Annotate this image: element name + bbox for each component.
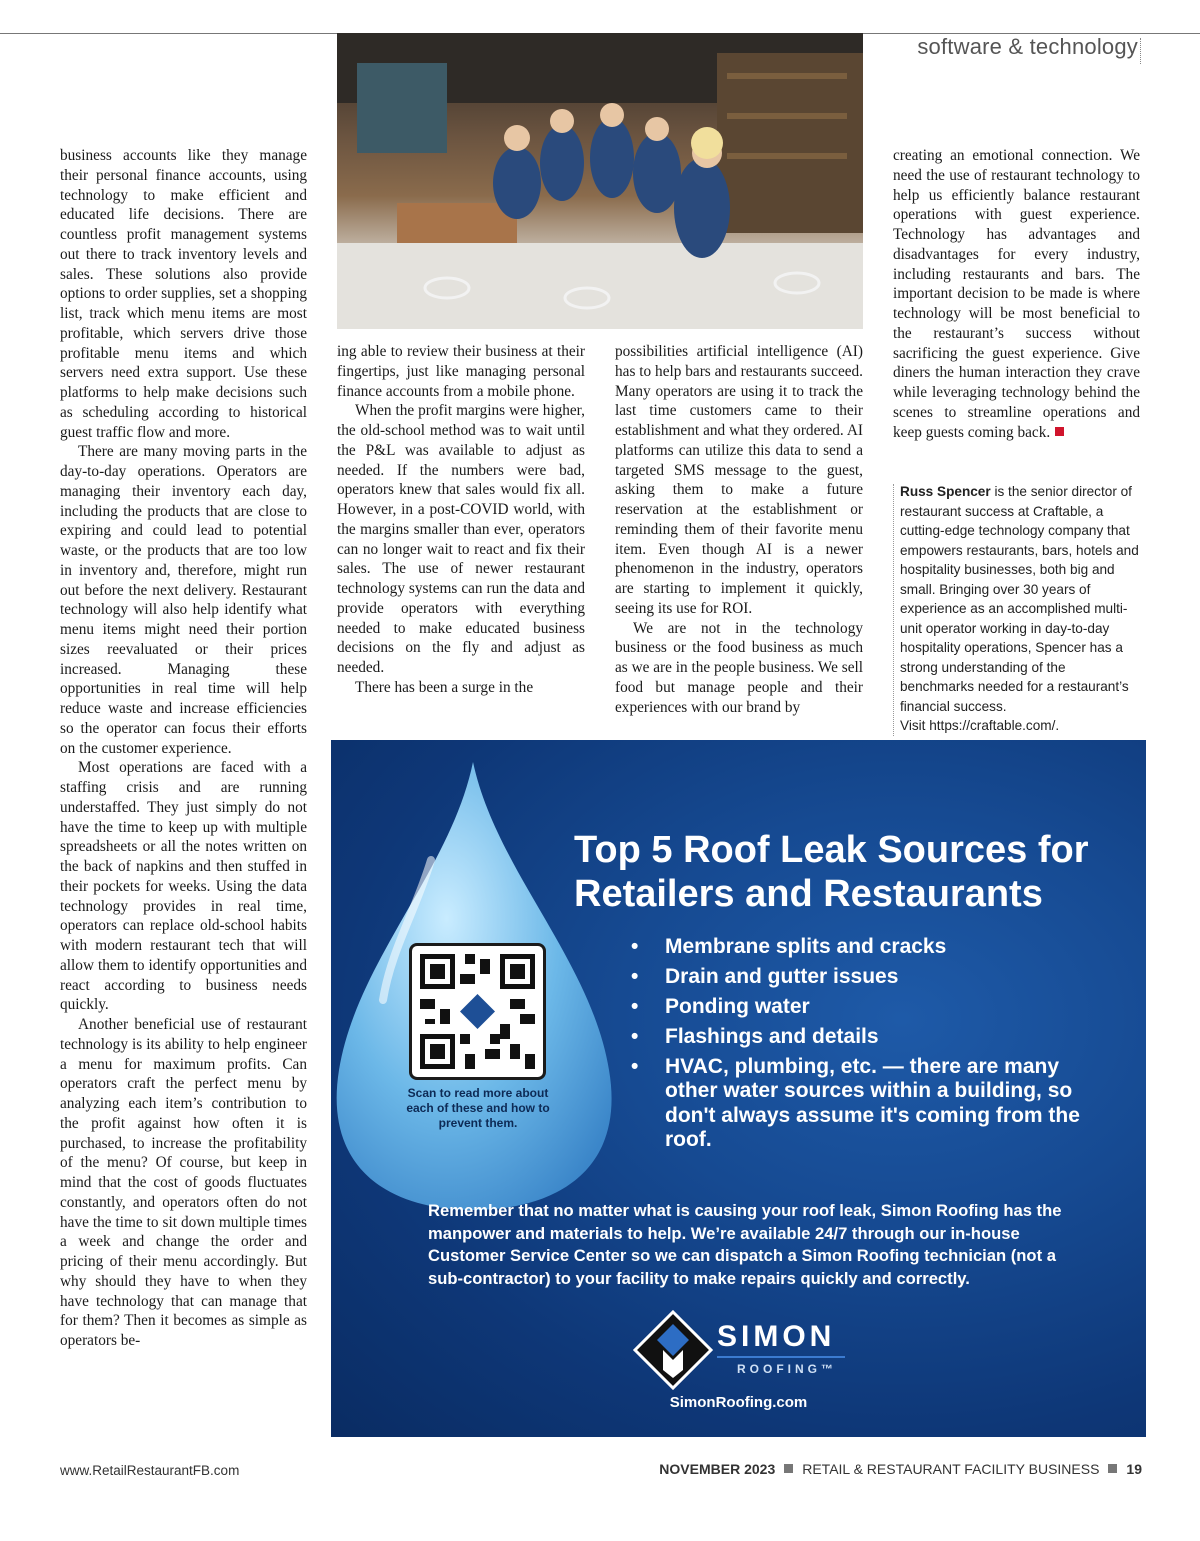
end-mark-icon bbox=[1055, 427, 1064, 436]
bio-divider bbox=[893, 484, 894, 736]
paragraph: When the profit margins were higher, the old-school method was to wait until the P&L was available to adjust as needed. If the numbers were bad, operators knew that sales would fix all. However, in a post-COVID world, with the margins smaller than ever, operators can no longer wait to react and fix their sales. The use of newer restaurant technology systems can run the data and provide operators with everything needed to make educated business decisions on the fly and adjust as needed. bbox=[337, 402, 585, 676]
paragraph: There has been a surge in the bbox=[355, 678, 534, 696]
photo-illustration bbox=[337, 33, 863, 329]
author-name: Russ Spencer bbox=[900, 484, 991, 499]
separator-icon bbox=[784, 1464, 793, 1473]
list-item: • HVAC, plumbing, etc. — there are many other water sources within a building, so don't always assume it's coming from the roof. bbox=[631, 1055, 1111, 1153]
article-column-2 bbox=[337, 342, 585, 698]
paragraph: possibilities artificial intelligence (AI) has to help bars and restaurants succeed. Many operators are using it to track the last time customers came to their establishment and what they ordered. AI platforms can utilize this data to send a targeted SMS message to the guest, asking them to make a future reservation at the establishment or reminding them of their favorite menu item. Even though AI is a newer phenomenon in the industry, operators are starting to implement it quickly, seeing its use for ROI. bbox=[615, 343, 863, 617]
brand-subtitle: ROOFING™ bbox=[737, 1362, 837, 1376]
ad-website[interactable]: SimonRoofing.com bbox=[669, 1394, 808, 1411]
paragraph: Another beneficial use of restaurant technology is its ability to help engineer a menu for maximum profits. Can operators craft the perfect menu by analyzing each item’s contribution to the profit against how often it is purchased, to increase the profitability of the menu? Of course, but keep in mind that the cost of goods fluctuates constantly, and operators often do not have the time to sit down multiple times a week and change the order and pricing of their menu accordingly. But why should they have to when they have technology that can manage that for them? Then it becomes as simple as operators be- bbox=[60, 1016, 307, 1349]
paragraph: ing able to review their business at their fingertips, just like managing personal finance accounts from a mobile phone. bbox=[337, 343, 585, 400]
footer-folio bbox=[659, 1461, 1142, 1477]
section-label: software & technology bbox=[917, 34, 1138, 59]
paragraph: Most operations are faced with a staffing crisis and are running understaffed. They just simply do not have the time to keep up with multiple spreadsheets or all the notes written on the back of napkins and then stuffed in their pockets for weeks. Using the data technology provides in real time, operators can replace old-school habits with modern restaurant tech that will allow them to identify opportunities and react according to business needs quickly. bbox=[60, 759, 307, 1014]
paragraph: business accounts like they manage their personal finance accounts, using technology to make efficient and educated life decisions. There are countless profit management systems out there to track inventory levels and sales. These solutions also provide options to order supplies, set a shopping list, track which menu items are most profitable, which servers drive those profitable menu items and which servers need extra support. Use these platforms to help make decisions such as scheduling according to historical guest traffic flow and more. bbox=[60, 147, 307, 441]
article-column-4 bbox=[893, 146, 1140, 442]
leak-sources-list bbox=[631, 935, 1111, 1158]
article-column-1 bbox=[60, 146, 307, 1351]
ad-headline: Top 5 Roof Leak Sources for Retailers and Restaurants bbox=[574, 829, 1089, 915]
simon-roofing-ad bbox=[331, 740, 1146, 1437]
paragraph: We are not in the technology business or the food business as much as we are in the people business. We sell food but manage people and their experiences with our brand by bbox=[615, 619, 863, 716]
page-number: 19 bbox=[1126, 1461, 1142, 1477]
separator-icon bbox=[1108, 1464, 1117, 1473]
simon-logo-icon bbox=[633, 1310, 713, 1390]
article-column-3 bbox=[615, 342, 863, 717]
author-bio bbox=[900, 482, 1140, 736]
qr-code-icon bbox=[415, 949, 540, 1074]
author-description: is the senior director of restaurant success at Craftable, a cutting-edge technology company that empowers restaurants, bars, hotels and hospitality businesses, both big and small. Bringing over 30 years of experience as an accomplished multi-unit operator working in day-to-day hospitality operations, Spencer has a strong understanding of the benchmarks needed for a restaurant’s financial success. bbox=[900, 484, 1139, 714]
article-photo bbox=[337, 33, 863, 329]
brand-name: SIMON bbox=[717, 1320, 836, 1353]
publication-name: RETAIL & RESTAURANT FACILITY BUSINESS bbox=[802, 1461, 1100, 1477]
qr-code[interactable] bbox=[409, 943, 546, 1080]
list-item: • Flashings and details bbox=[631, 1025, 1111, 1050]
issue-date: NOVEMBER 2023 bbox=[659, 1461, 776, 1477]
list-item: • Membrane splits and cracks bbox=[631, 935, 1111, 960]
paragraph: There are many moving parts in the day-to-day operations. Operators are managing their inventory each day, including the products that are close to expiring and could lead to potential waste, or the products that are too low in inventory and, therefore, might run out before the next delivery. Restaurant technology will also help identify what menu items might need their portion sizes reevaluated or their prices increased. Managing these opportunities in real time will help reduce waste and increase efficiencies so the operator can focus their efforts on the customer experience. bbox=[60, 443, 307, 757]
list-item: • Drain and gutter issues bbox=[631, 965, 1111, 990]
ad-body-text: Remember that no matter what is causing your roof leak, Simon Roofing has the manpower and materials to help. We’re available 24/7 through our in-house Customer Service Center so we can dispatch a Simon Roofing technician (not a sub-contractor) to your facility to make repairs quickly and correctly. bbox=[428, 1201, 1062, 1288]
section-divider bbox=[1140, 38, 1141, 64]
author-link[interactable]: Visit https://craftable.com/. bbox=[900, 718, 1060, 733]
paragraph bbox=[893, 146, 1140, 442]
simon-roofing-logo bbox=[633, 1310, 853, 1390]
qr-caption: Scan to read more about each of these and how to prevent them. bbox=[406, 1086, 550, 1130]
list-item: • Ponding water bbox=[631, 995, 1111, 1020]
brand-rule bbox=[717, 1356, 845, 1358]
footer-website[interactable]: www.RetailRestaurantFB.com bbox=[60, 1463, 240, 1478]
paragraph-text: creating an emotional connection. We need the use of restaurant technology to help us efficiently balance restaurant operations with guest experience. Technology has advantages and disadvantages for every industry, including restaurants and bars. The important decision to be made is where technology will be most beneficial to the restaurant’s success without sacrificing the guest experience. Give diners the human interaction they crave while leveraging technology behind the scenes to streamline operations and keep guests coming back. bbox=[893, 147, 1140, 441]
